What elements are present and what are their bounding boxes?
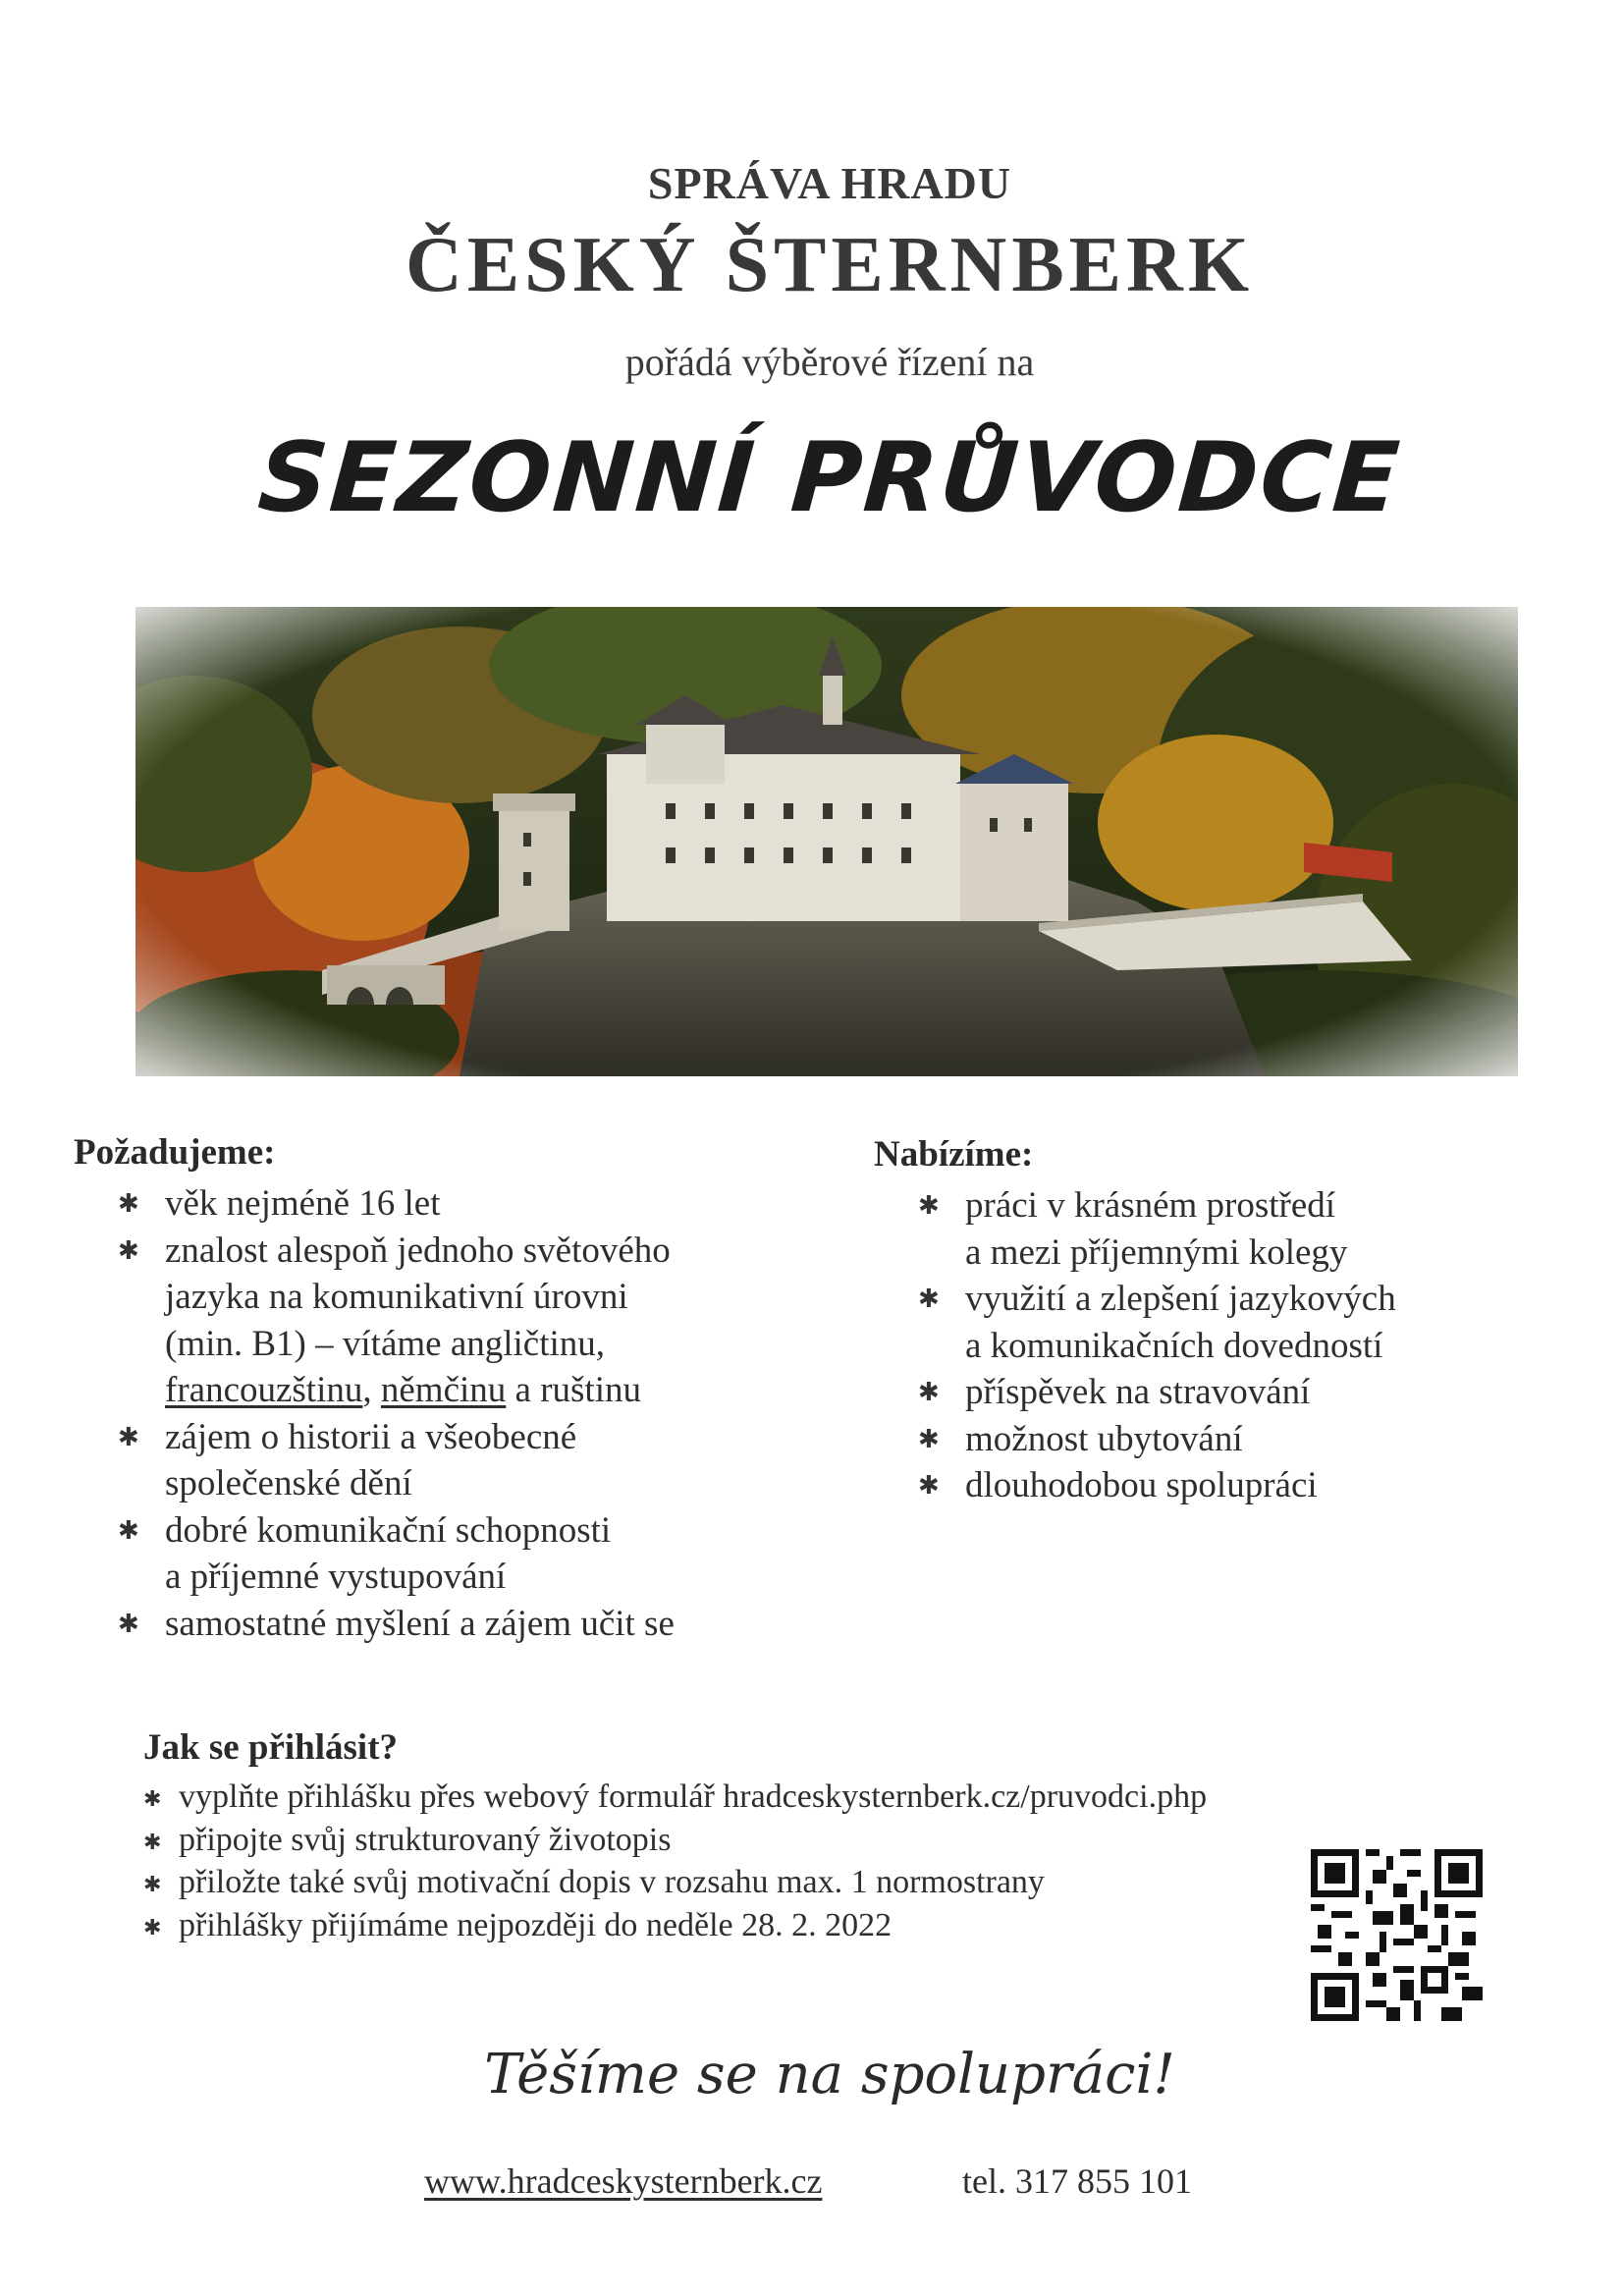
closing-line: Těšíme se na spolupráci!: [484, 2043, 1175, 2106]
asterisk-bullet-icon: ✱: [918, 1285, 940, 1313]
offers-heading: Nabízíme:: [874, 1134, 1034, 1175]
page-title: SEZONNÍ PRŮVODCE: [254, 422, 1405, 534]
list-item: ✱ přiložte také svůj motivační dopis v rozsahu max. 1 normostrany: [143, 1861, 1420, 1904]
underlined-german: němčinu: [380, 1370, 507, 1410]
list-item: ✱ práci v krásném prostředí a mezi příjemnými kolegy: [918, 1182, 1605, 1276]
asterisk-bullet-icon: ✱: [118, 1422, 139, 1451]
asterisk-bullet-icon: ✱: [143, 1872, 162, 1896]
list-item: ✱ připojte svůj strukturovaný životopis: [143, 1819, 1420, 1862]
asterisk-bullet-icon: ✱: [143, 1914, 162, 1940]
list-item: ✱ příspěvek na stravování: [918, 1369, 1605, 1416]
list-item: ✱ možnost ubytování: [918, 1416, 1605, 1463]
phone-number: tel. 317 855 101: [962, 2161, 1192, 2201]
list-item: ✱ dobré komunikační schopnosti a příjemné vystupování: [118, 1507, 825, 1601]
header-subline: pořádá výběrové řízení na: [624, 340, 1035, 384]
asterisk-bullet-icon: ✱: [118, 1609, 139, 1638]
header-line-sprava: SPRÁVA HRADU: [647, 158, 1012, 208]
requirements-list: [118, 1180, 825, 1647]
asterisk-bullet-icon: ✱: [918, 1471, 940, 1500]
apply-heading: Jak se přihlásit?: [143, 1727, 399, 1768]
asterisk-bullet-icon: ✱: [918, 1191, 940, 1220]
header-castle-name: ČESKÝ ŠTERNBERK: [405, 222, 1255, 308]
castle-photo: [135, 607, 1518, 1076]
asterisk-bullet-icon: ✱: [143, 1829, 162, 1854]
list-item: ✱ přihlášky přijímáme nejpozději do neděle 28. 2. 2022: [143, 1904, 1420, 1947]
list-item: ✱ samostatné myšlení a zájem učit se: [118, 1601, 825, 1648]
list-item: ✱ věk nejméně 16 let: [118, 1180, 825, 1228]
asterisk-bullet-icon: ✱: [918, 1378, 940, 1406]
asterisk-bullet-icon: ✱: [118, 1189, 139, 1218]
offers-list: [918, 1182, 1605, 1509]
apply-list: [143, 1776, 1420, 1946]
list-item: ✱ zájem o historii a všeobecné společenské dění: [118, 1414, 825, 1507]
asterisk-bullet-icon: ✱: [918, 1424, 940, 1453]
castle-illustration: [135, 607, 1518, 1076]
underlined-french: francouzštinu: [165, 1370, 363, 1410]
list-item: ✱ vyplňte přihlášku přes webový formulář hradceskysternberk.cz/pruvodci.php: [143, 1776, 1420, 1819]
list-item: ✱ dlouhodobou spolupráci: [918, 1462, 1605, 1509]
asterisk-bullet-icon: ✱: [118, 1235, 139, 1265]
website-link[interactable]: www.hradceskysternberk.cz: [424, 2161, 823, 2201]
asterisk-bullet-icon: ✱: [143, 1786, 162, 1811]
asterisk-bullet-icon: ✱: [118, 1515, 139, 1545]
list-item: ✱ znalost alespoň jednoho světového jazyka na komunikativní úrovni (min. B1) – vítáme angličtinu, francouzštinu, němčinu a ruštinu: [118, 1228, 825, 1414]
list-item: ✱ využití a zlepšení jazykových a komunikačních dovedností: [918, 1276, 1605, 1369]
requirements-heading: Požadujeme:: [74, 1132, 276, 1173]
qr-code-icon[interactable]: [1311, 1849, 1483, 2021]
